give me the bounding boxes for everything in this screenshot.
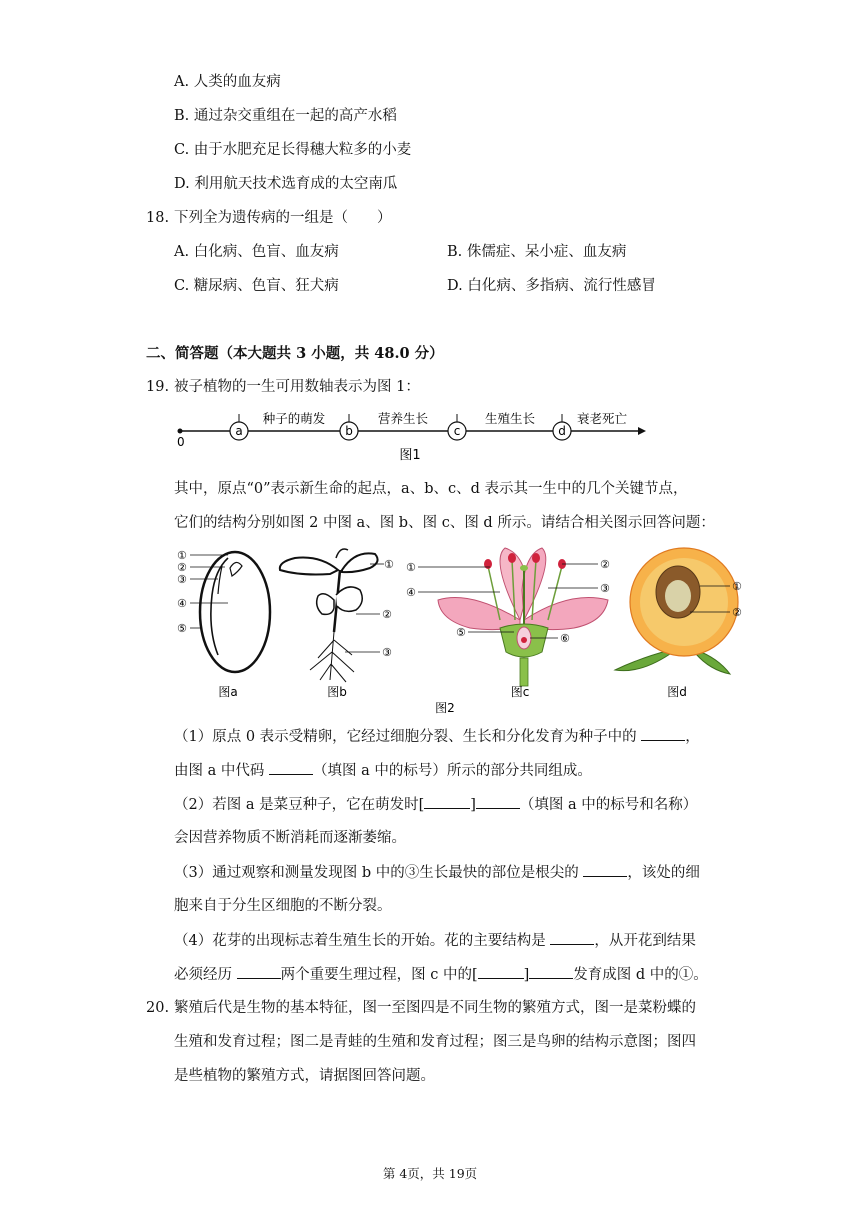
fig2d-caption: 图d xyxy=(667,685,687,699)
fig2c-flower xyxy=(406,548,610,699)
q18-option-b: B. 侏儒症、呆小症、血友病 xyxy=(447,244,627,260)
q19-sub2-text: （2）若图 a 是菜豆种子，它在萌发时[ xyxy=(174,797,425,813)
section-title-mid: 小题，共 xyxy=(306,345,375,362)
fig1-stage-senescence: 衰老死亡 xyxy=(576,411,628,426)
fig2c-label-3: ③ xyxy=(600,582,610,595)
q20-line-1: 繁殖后代是生物的基本特征，图一至图四是不同生物的繁殖方式，图一是菜粉蝶的 xyxy=(174,1000,696,1016)
fig2d-peach xyxy=(615,548,742,699)
q20-number: 20. xyxy=(146,1000,170,1016)
q19-sub3-line1 xyxy=(174,862,700,883)
q19-sub1-tail: （填图 a 中的标号）所示的部分共同组成。 xyxy=(312,763,592,779)
q17-option-c: C. 由于水肥充足长得穗大粒多的小麦 xyxy=(174,142,412,158)
fig1-stage-reproductive: 生殖生长 xyxy=(484,411,536,426)
fig1-node-d-label: d xyxy=(558,424,566,438)
fig2d-label-2: ② xyxy=(732,606,742,619)
fig2c-caption: 图c xyxy=(510,685,530,699)
q19-sub4-blank-1[interactable] xyxy=(550,930,594,945)
section-question-count: 3 xyxy=(296,345,307,362)
q19-sub1-blank-2[interactable] xyxy=(269,760,313,775)
q18-option-c: C. 糖尿病、色盲、狂犬病 xyxy=(174,278,339,294)
fig2b-seedling xyxy=(280,549,394,699)
fig2-caption: 图2 xyxy=(435,701,455,715)
figure-1-number-line xyxy=(170,402,650,472)
fig1-origin: 0 xyxy=(177,435,185,449)
fig1-stage-germination: 种子的萌发 xyxy=(262,411,326,426)
fig1-caption: 图1 xyxy=(399,448,421,463)
q19-sub2-bracket: ] xyxy=(470,797,476,813)
q19-sub1-code: 由图 a 中代码 xyxy=(174,763,269,779)
fig2d-label-1: ① xyxy=(732,580,742,593)
q19-sub1-line2 xyxy=(174,760,592,781)
section-score: 48.0 xyxy=(374,345,410,362)
fig2b-label-1: ① xyxy=(384,558,394,571)
section-heading xyxy=(146,344,444,364)
q19-sub4-mid: 两个重要生理过程，图 c 中的[ xyxy=(280,967,478,983)
q19-sub1-line1 xyxy=(174,726,700,747)
section-title-post: 分） xyxy=(409,345,444,362)
fig2a-label-5: ⑤ xyxy=(177,622,187,635)
q19-paragraph-2: 它们的结构分别如图 2 中图 a、图 b、图 c、图 d 所示。请结合相关图示回答问题： xyxy=(174,515,715,531)
q19-sub4-bracket: ] xyxy=(523,967,530,983)
q18-option-d: D. 白化病、多指病、流行性感冒 xyxy=(447,278,656,294)
fig2c-label-1: ① xyxy=(406,561,416,574)
q19-sub2-line2: 会因营养物质不断消耗而逐渐萎缩。 xyxy=(174,830,406,846)
q19-sub1-text: （1）原点 0 表示受精卵，它经过细胞分裂、生长和分化发育为种子中的 xyxy=(174,729,642,745)
q19-sub4-text: （4）花芽的出现标志着生殖生长的开始。花的主要结构是 xyxy=(174,933,551,949)
fig2a-label-4: ④ xyxy=(177,597,187,610)
q19-sub2-line1 xyxy=(174,794,697,815)
fig1-node-b-label: b xyxy=(345,424,353,438)
q19-sub4-blank-2[interactable] xyxy=(237,964,281,979)
fig2a-bean-seed xyxy=(177,549,270,699)
section-title-pre: 二、简答题（本大题共 xyxy=(146,345,297,362)
fig2c-label-2: ② xyxy=(600,558,610,571)
q19-sub3-text: （3）通过观察和测量发现图 b 中的③生长最快的部位是根尖的 xyxy=(174,865,584,881)
q19-sub4-tail: ，从开花到结果 xyxy=(594,933,696,949)
fig2a-label-3: ③ xyxy=(177,573,187,586)
q19-sub2-hint: （填图 a 中的标号和名称） xyxy=(519,797,698,813)
q18-option-a: A. 白化病、色盲、血友病 xyxy=(174,244,339,260)
fig1-node-c-label: c xyxy=(453,424,461,438)
q20-line-3: 是些植物的繁殖方式，请据图回答问题。 xyxy=(174,1068,435,1084)
q19-sub4-line1 xyxy=(174,930,696,951)
fig2a-label-1: ① xyxy=(177,549,187,562)
q20-line-2: 生殖和发育过程；图二是青蛙的生殖和发育过程；图三是鸟卵的结构示意图；图四 xyxy=(174,1034,696,1050)
q19-stem: 被子植物的一生可用数轴表示为图 1： xyxy=(174,379,420,395)
fig2b-caption: 图b xyxy=(327,685,347,699)
q19-sub4-blank-4[interactable] xyxy=(529,964,573,979)
fig2b-label-2: ② xyxy=(382,608,392,621)
q19-sub3-line2: 胞来自于分生区细胞的不断分裂。 xyxy=(174,898,392,914)
page-footer: 第 4页，共 19页 xyxy=(382,1166,478,1181)
fig2c-label-4: ④ xyxy=(406,586,416,599)
q19-sub3-blank[interactable] xyxy=(583,862,627,877)
q19-paragraph-1: 其中，原点“0”表示新生命的起点，a、b、c、d 表示其一生中的几个关键节点， xyxy=(174,481,688,497)
q18-number: 18. xyxy=(146,210,170,226)
fig1-stage-vegetative: 营养生长 xyxy=(377,411,429,426)
q17-option-b: B. 通过杂交重组在一起的高产水稻 xyxy=(174,108,397,124)
fig2a-caption: 图a xyxy=(218,685,238,699)
q19-number: 19. xyxy=(146,379,170,395)
q19-sub4-line2 xyxy=(174,964,708,985)
figure-2 xyxy=(170,540,760,720)
q19-sub2-blank-2[interactable] xyxy=(476,794,520,809)
q19-sub4-end: 发育成图 d 中的①。 xyxy=(573,967,708,983)
q19-sub1-blank-1[interactable] xyxy=(641,726,685,741)
fig2c-label-5: ⑤ xyxy=(456,626,466,639)
q19-sub2-blank-1[interactable] xyxy=(424,794,470,809)
q18-stem: 下列全为遗传病的一组是（ ） xyxy=(174,210,392,226)
q17-option-a: A. 人类的血友病 xyxy=(174,74,281,90)
fig2c-label-6: ⑥ xyxy=(560,632,570,645)
fig2a-label-2: ② xyxy=(177,561,187,574)
q19-sub4-blank-3[interactable] xyxy=(478,964,524,979)
q17-option-d: D. 利用航天技术选育成的太空南瓜 xyxy=(174,176,398,192)
q19-sub3-tail: ，该处的细 xyxy=(627,865,700,881)
fig1-node-a-label: a xyxy=(235,424,243,438)
q19-sub4-must: 必须经历 xyxy=(174,967,237,983)
fig2b-label-3: ③ xyxy=(382,646,392,659)
q19-sub1-comma: ， xyxy=(685,729,700,745)
